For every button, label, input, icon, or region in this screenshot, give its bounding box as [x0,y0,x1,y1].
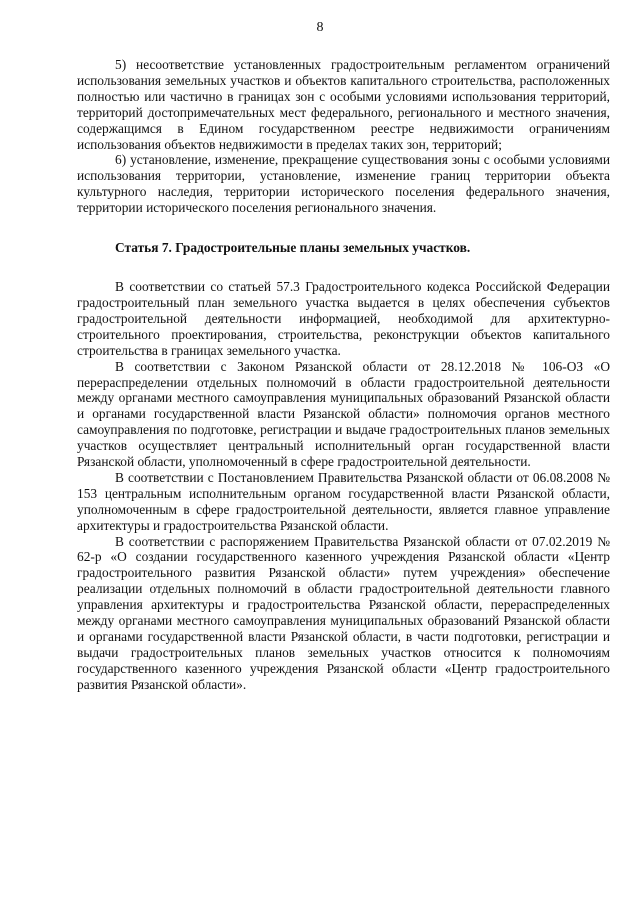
page-number: 8 [316,20,324,35]
paragraph-article-7-1: В соответствии со статьей 57.3 Градостроительного кодекса Российской Федерации градостроительный план земельного участка выдается в целях обеспечения субъектов градостроительной деятельности информацией, необходимой для архитектурно-строительного проектирования, строительства, реконструкции объектов капитального строительства в границах земельного участка. [77,279,610,358]
paragraph-item-6: 6) установление, изменение, прекращение существования зоны с особыми условиями использования территории, установление, изменение границ территории объекта культурного наследия, территории исторического поселения федерального значения, территории исторического поселения регионального значения. [77,152,610,216]
paragraph-article-7-4: В соответствии с распоряжением Правительства Рязанской области от 07.02.2019 № 62-р «О создании государственного казенного учреждения Рязанской области «Центр градостроительного развития Рязанской области» путем учреждения» обеспечение реализации отдельных полномочий в области градостроительной деятельности главного управления архитектуры и градостроительства Рязанской области, перераспределенных между органами местного самоуправления муниципальных образований Рязанской области и органами государственной власти Рязанской области, в части подготовки, регистрации и выдачи градостроительных планов земельных участков относится к полномочиям государственного казенного учреждения Рязанской области «Центр градостроительного развития Рязанской области». [77,533,610,692]
document-body [77,57,610,693]
paragraph-article-7-3: В соответствии с Постановлением Правительства Рязанской области от 06.08.2008 № 153 центральным исполнительным органом государственной власти Рязанской области, уполномоченным в сфере градостроительной деятельности, является главное управление архитектуры и градостроительства Рязанской области. [77,469,610,533]
article-heading: Статья 7. Градостроительные планы земельных участков. [115,240,471,256]
paragraph-item-5: 5) несоответствие установленных градостроительным регламентом ограничений использования земельных участков и объектов капитального строительства, расположенных полностью или частично в границах зон с особыми условиями использования территорий, территорий достопримечательных мест федерального, регионального и местного значения, содержащимся в Едином государственном реестре недвижимости ограничениям использования объектов недвижимости в пределах таких зон, территорий; [77,57,610,152]
paragraph-article-7-2: В соответствии с Законом Рязанской области от 28.12.2018 № 106-ОЗ «О перераспределении отдельных полномочий в области градостроительной деятельности между органами местного самоуправления муниципальных образований Рязанской области и органами государственной власти Рязанской области» полномочия органов местного самоуправления по подготовке, регистрации и выдаче градостроительных планов земельных участков осуществляет центральный исполнительный орган государственной власти Рязанской области, уполномоченный в сфере градостроительной деятельности. [77,358,610,470]
